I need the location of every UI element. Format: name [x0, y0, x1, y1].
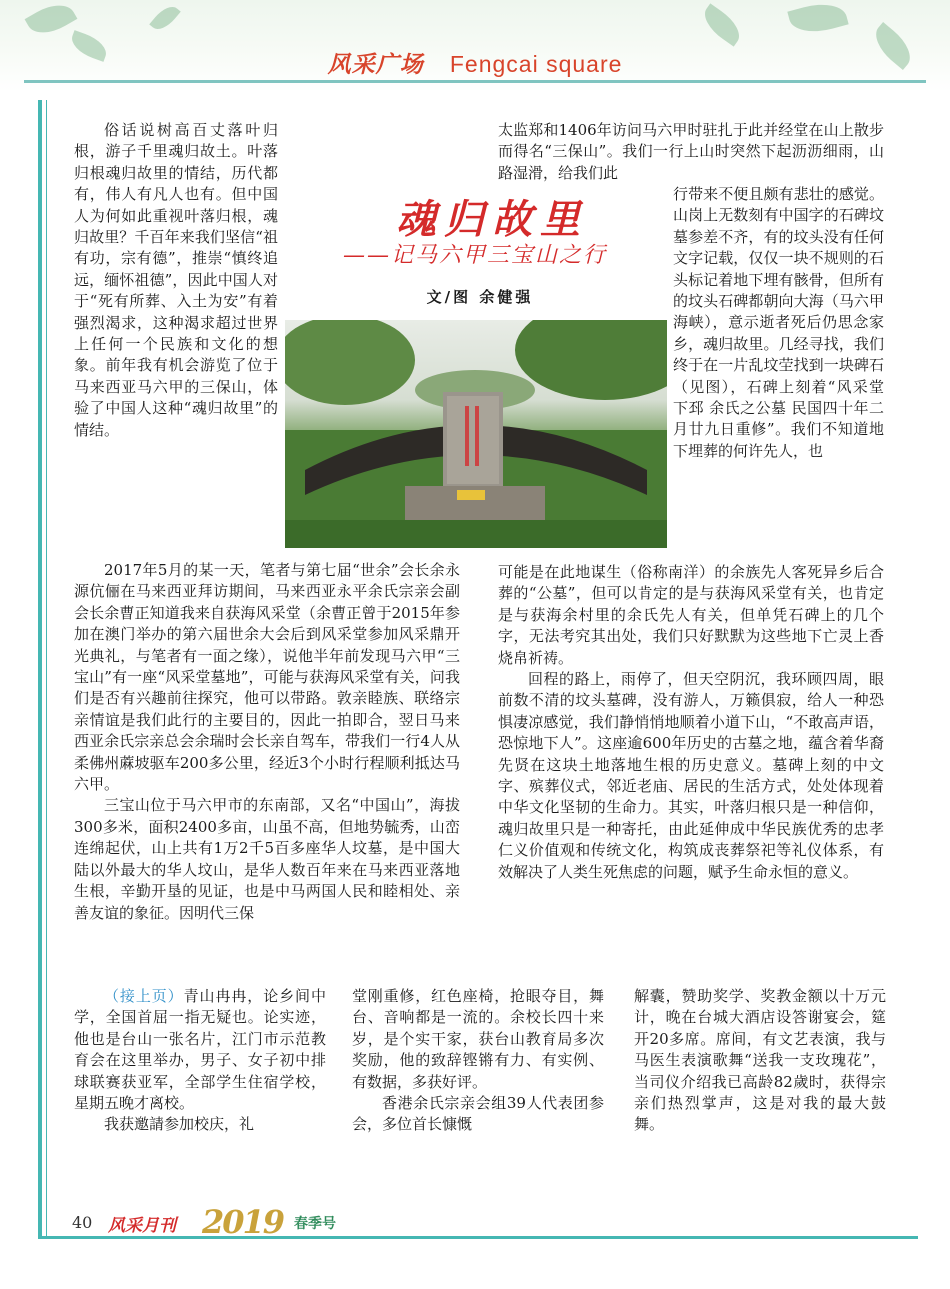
paragraph: 堂刚重修，红色座椅，抢眼夺目，舞台、音响都是一流的。余校长四十来岁，是个实干家，获台山教育局多次奖励，他的致辞铿锵有力、有实例、有数据，多获好评。 [352, 987, 604, 1091]
paragraph: 俗话说树高百丈落叶归根，游子千里魂归故土。叶落归根魂归故里的情结，历代都有，伟人有凡人也有。但中国人为何如此重视叶落归根，魂归故里？千百年来我们坚信“祖有功，宗有德”，推崇“慎终追远，缅怀祖德”，因此中国人对于“死有所葬、入土为安”有着强烈渴求，这种渴求超过世界上任何一个民族和文化的想象。前年我有机会游览了位于马来西亚马六甲的三保山，体验了中国人这种“魂归故里”的情结。 [74, 121, 278, 439]
tombstone-photo [285, 320, 667, 548]
article-author: 文/图 余健强 [426, 288, 534, 306]
article-left-column [74, 120, 278, 480]
frame-left-border [38, 100, 42, 1236]
article-title: 魂归故里 [396, 196, 588, 243]
continued-column-3 [634, 986, 886, 1208]
continued-label: （接上页） [104, 987, 184, 1005]
paragraph: 可能是在此地谋生（俗称南洋）的余族先人客死异乡后合葬的“公墓”，但可以肯定的是与获海风采堂有关，也肯定是与获海余村里的余氏先人有关，但单凭石碑上的几个字，无法考究其出处，我们只好默默为这些地下亡灵上香烧帛祈祷。 [498, 563, 884, 667]
paragraph: 2017年5月的某一天，笔者与第七届“世余”会长余永源伉俪在马来西亚拜访期间，马来西亚永平余氏宗亲会副会长余曹正知道我来自获海风采堂（余曹正曾于2015年参加在澳门举办的第六届世余大会后到风采堂参加风采鼎开光典礼，与笔者有一面之缘），说他半年前发现马六甲“三宝山”有一座“风采堂墓地”，可能与获海风采堂有关，问我们是否有兴趣前往探究，他可以带路。敦亲睦族、联络宗亲情谊是我们此行的主要目的，因此一拍即合，翌日马来西亚余氏宗亲总会余瑞时会长亲自驾车，带我们一行4人从柔佛州蔴坡驱车200多公里，经近3个小时行程顺利抵达马六甲。 [74, 561, 460, 794]
page-header [0, 0, 950, 92]
continued-column-1 [74, 986, 326, 1208]
paragraph: 太监郑和1406年访问马六甲时驻扎于此并经堂在山上散步而得名“三保山”。我们一行上山时突然下起沥沥细雨，山路湿滑，给我们此 [498, 121, 884, 182]
paragraph: 解囊，赞助奖学、奖教金额以十万元计，晚在台城大酒店设答谢宴会，筵开20多席。席间，有文艺表演，我与马医生表演歌舞“送我一支玫瑰花”，当司仪介绍我已高龄82歲时，获得宗亲们热烈掌声，这是对我的最大鼓舞。 [634, 987, 886, 1134]
page-number: 40 [72, 1213, 93, 1232]
paragraph: 我获邀請参加校庆，礼 [104, 1115, 255, 1134]
frame-bottom-border [38, 1236, 918, 1239]
paragraph: 行带来不便且颇有悲壮的感觉。山岗上无数刻有中国字的石碑坟墓参差不齐，有的坟头没有任何文字记载，仅仅一块不规则的石头标记着地下埋有骸骨，但所有的坟头石碑都朝向大海（马六甲海峡），意示逝者死后仍思念家乡，魂归故里。几经寻找，我们终于在一片乱坟茔找到一块碑石（见图），石碑上刻着“风采堂 下邳 余氏之公墓 民国四十年二月廿九日重修”。我们不知道地下埋葬的何许先人，也 [673, 185, 884, 460]
issue-season: 春季号 [294, 1216, 336, 1232]
leaf-decoration [149, 1, 181, 34]
header-divider [24, 80, 926, 83]
paragraph: 青山冉冉，论乡间中学，全国首屈一指无疑也。论实迹，他也是台山一张名片，江门市示范教育会在这里举办，男子、女子初中排球联赛获亚军，全部学生住宿学校，星期五晚才离校。 [74, 987, 326, 1113]
section-title [0, 46, 950, 79]
article-right-column-bottom [498, 562, 884, 972]
paragraph: 回程的路上，雨停了，但天空阴沉，我环顾四周，眼前数不清的坟头墓碑，没有游人，万籁俱寂，给人一种恐惧凄凉感觉，我们静悄悄地顺着小道下山，“不敢高声语，恐惊地下人”。这座逾600年历史的古墓之地，蕴含着华裔先贤在这块土地落地生根的历史意义。墓碑上刻的中文字、殡葬仪式，邻近老庙、居民的生活方式，处处体现着中华文化坚韧的生命力。其实，叶落归根只是一种信仰，魂归故里只是一种寄托，由此延伸成中华民族优秀的忠孝仁义价值观和传统文化，构筑成丧葬祭祀等礼仪体系，有效解决了人类生死焦虑的问题，赋予生命永恒的意义。 [498, 670, 884, 881]
frame-left-border-thin [46, 100, 47, 1236]
year-logo: 2019 [202, 1203, 284, 1241]
article-subtitle: ——记马六甲三宝山之行 [342, 243, 607, 268]
section-title-en: Fengcai square [449, 51, 623, 77]
paragraph: 三宝山位于马六甲市的东南部，又名“中国山”，海拔300多米，面积2400多亩，山虽不高，但地势毓秀，山峦连绵起伏，山上共有1万2千5百多座华人坟墓，是中国大陆以外最大的华人坟山，是华人数百年来在马来西亚落地生根，辛勤开垦的见证，也是中马两国人民和睦相处、亲善友谊的象征。因明代三保 [74, 796, 460, 922]
leaf-decoration [787, 0, 848, 39]
article-right-column-narrow [673, 184, 884, 560]
leaf-decoration [25, 0, 78, 42]
paragraph: 香港余氏宗亲会组39人代表团参会，多位首长慷慨 [352, 1094, 604, 1134]
section-title-cn: 风采广场 [327, 51, 424, 78]
magazine-name: 风采月刊 [108, 1216, 176, 1236]
continued-column-2 [352, 986, 604, 1208]
leaf-decoration [698, 3, 747, 46]
article-left-column-continued [74, 560, 460, 970]
article-right-column-top [498, 120, 884, 184]
